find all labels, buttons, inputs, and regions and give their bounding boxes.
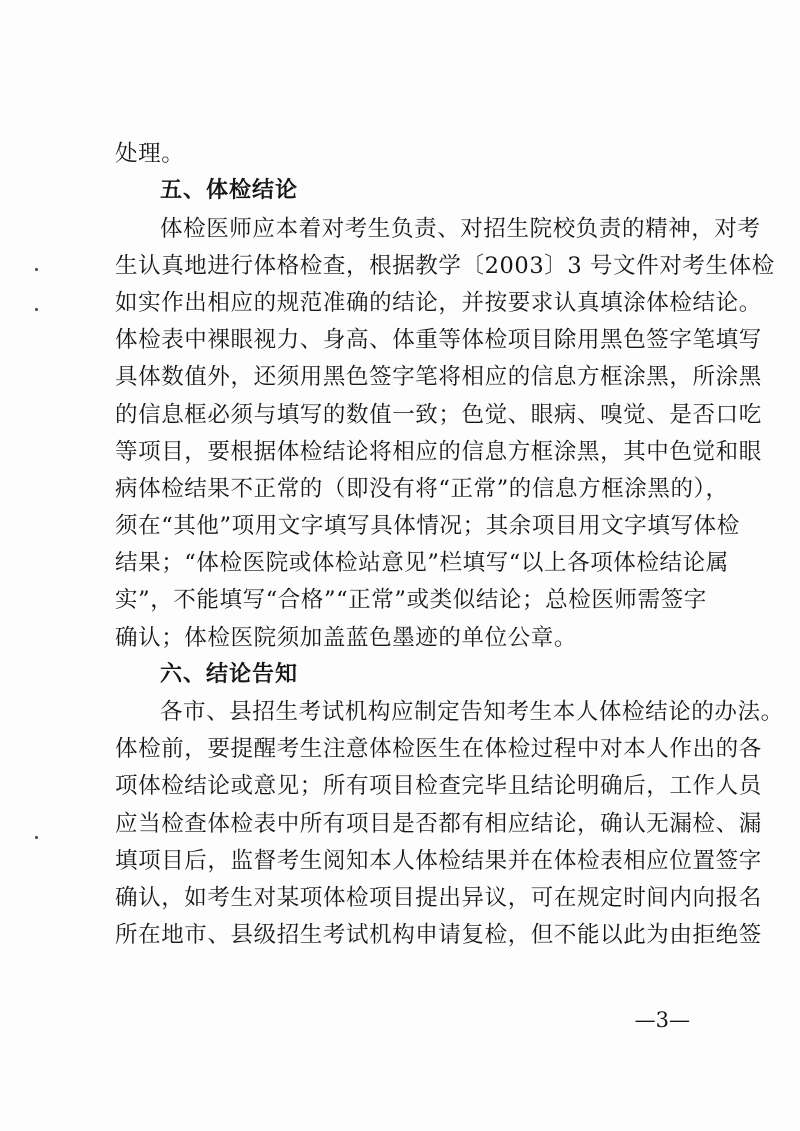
paragraph-line: 体检前，要提醒考生注意体检医生在体检过程中对本人作出的各 [115, 736, 762, 762]
scan-mark [35, 308, 38, 311]
section-heading-5: 五、体检结论 [160, 178, 299, 203]
paragraph-line: 确认；体检医院须加盖蓝色墨迹的单位公章。 [115, 625, 578, 651]
paragraph-line: 体检医师应本着对考生负责、对招生院校负责的精神，对考 [160, 216, 761, 242]
paragraph-line: 结果；“体检医院或体检站意见”栏填写“以上各项体检结论属 [115, 550, 729, 576]
paragraph-line: 各市、县招生考试机构应制定告知考生本人体检结论的办法。 [160, 699, 784, 725]
paragraph-line: 等项目，要根据体检结论将相应的信息方框涂黑，其中色觉和眼 [115, 439, 762, 465]
paragraph-line: 所在地市、县级招生考试机构申请复检，但不能以此为由拒绝签 [115, 922, 762, 948]
scan-mark [35, 836, 38, 839]
paragraph-line: 确认，如考生对某项体检项目提出异议，可在规定时间内向报名 [115, 885, 762, 911]
section-heading-6: 六、结论告知 [160, 662, 299, 687]
paragraph-line: 生认真地进行体格检查，根据教学〔2003〕3 号文件对考生体检 [115, 253, 775, 279]
paragraph-line: 的信息框必须与填写的数值一致；色觉、眼病、嗅觉、是否口吃 [115, 402, 762, 428]
paragraph-line: 体检表中裸眼视力、身高、体重等体检项目除用黑色签字笔填写 [115, 327, 762, 353]
paragraph-line: 具体数值外，还须用黑色签字笔将相应的信息方框涂黑，所涂黑 [115, 364, 762, 390]
paragraph-line: 病体检结果不正常的（即没有将“正常”的信息方框涂黑的）， [115, 476, 729, 502]
paragraph-line: 应当检查体检表中所有项目是否都有相应结论，确认无漏检、漏 [115, 811, 762, 837]
paragraph-line: 填项目后，监督考生阅知本人体检结果并在体检表相应位置签字 [115, 848, 762, 874]
paragraph-line: 项体检结论或意见；所有项目检查完毕且结论明确后，工作人员 [115, 773, 762, 799]
paragraph-line: 处理。 [115, 141, 185, 167]
paragraph-line: 须在“其他”项用文字填写具体情况；其余项目用文字填写体检 [115, 513, 740, 539]
paragraph-line: 如实作出相应的规范准确的结论，并按要求认真填涂体检结论。 [115, 290, 762, 316]
paragraph-line: 实”，不能填写“合格”“正常”或类似结论；总检医师需签字 [115, 587, 707, 613]
scan-mark [35, 268, 38, 271]
page-number: —3— [634, 1008, 690, 1032]
